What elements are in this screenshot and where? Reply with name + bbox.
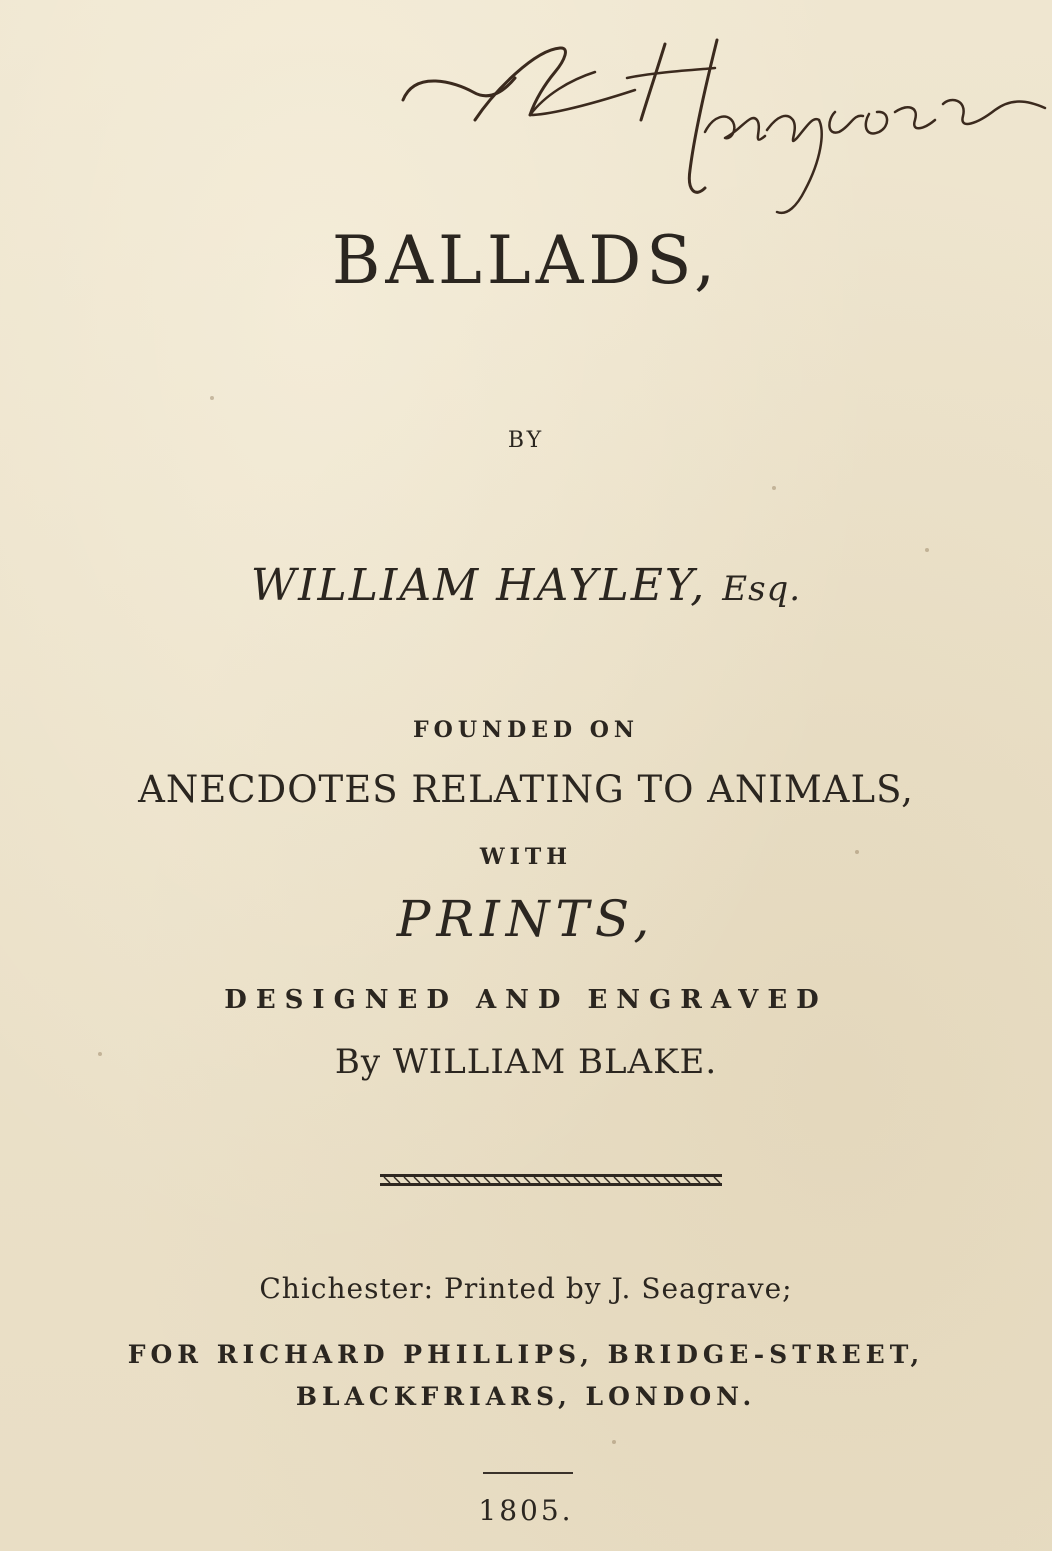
prints-line: PRINTS,	[396, 890, 656, 948]
subject-line: ANECDOTES RELATING TO ANIMALS,	[138, 768, 914, 811]
designed-line: DESIGNED AND ENGRAVED	[224, 985, 828, 1015]
author-name	[0, 560, 1052, 611]
author-suffix: Esq.	[722, 569, 802, 609]
engraver-line: By WILLIAM BLAKE.	[334, 1042, 718, 1082]
founded-on-line: FOUNDED ON	[413, 717, 639, 743]
publisher-line: FOR RICHARD PHILLIPS, BRIDGE-STREET,	[127, 1340, 925, 1369]
ornamental-rule	[380, 1172, 722, 1188]
with-line: WITH	[479, 844, 573, 870]
imprint-line: Chichester: Printed by J. Seagrave;	[259, 1272, 793, 1305]
book-title: BALLADS,	[331, 222, 721, 299]
publication-year: 1805.	[478, 1494, 574, 1527]
paper-speck	[772, 486, 776, 490]
by-line: BY	[507, 428, 545, 453]
location-line: BLACKFRIARS, LONDON.	[295, 1382, 757, 1411]
paper-speck	[612, 1440, 616, 1444]
author-name-text: WILLIAM HAYLEY,	[250, 560, 707, 611]
paper-speck	[210, 396, 214, 400]
paper-speck	[925, 548, 929, 552]
handwritten-signature	[395, 20, 1052, 220]
short-rule	[483, 1472, 573, 1474]
